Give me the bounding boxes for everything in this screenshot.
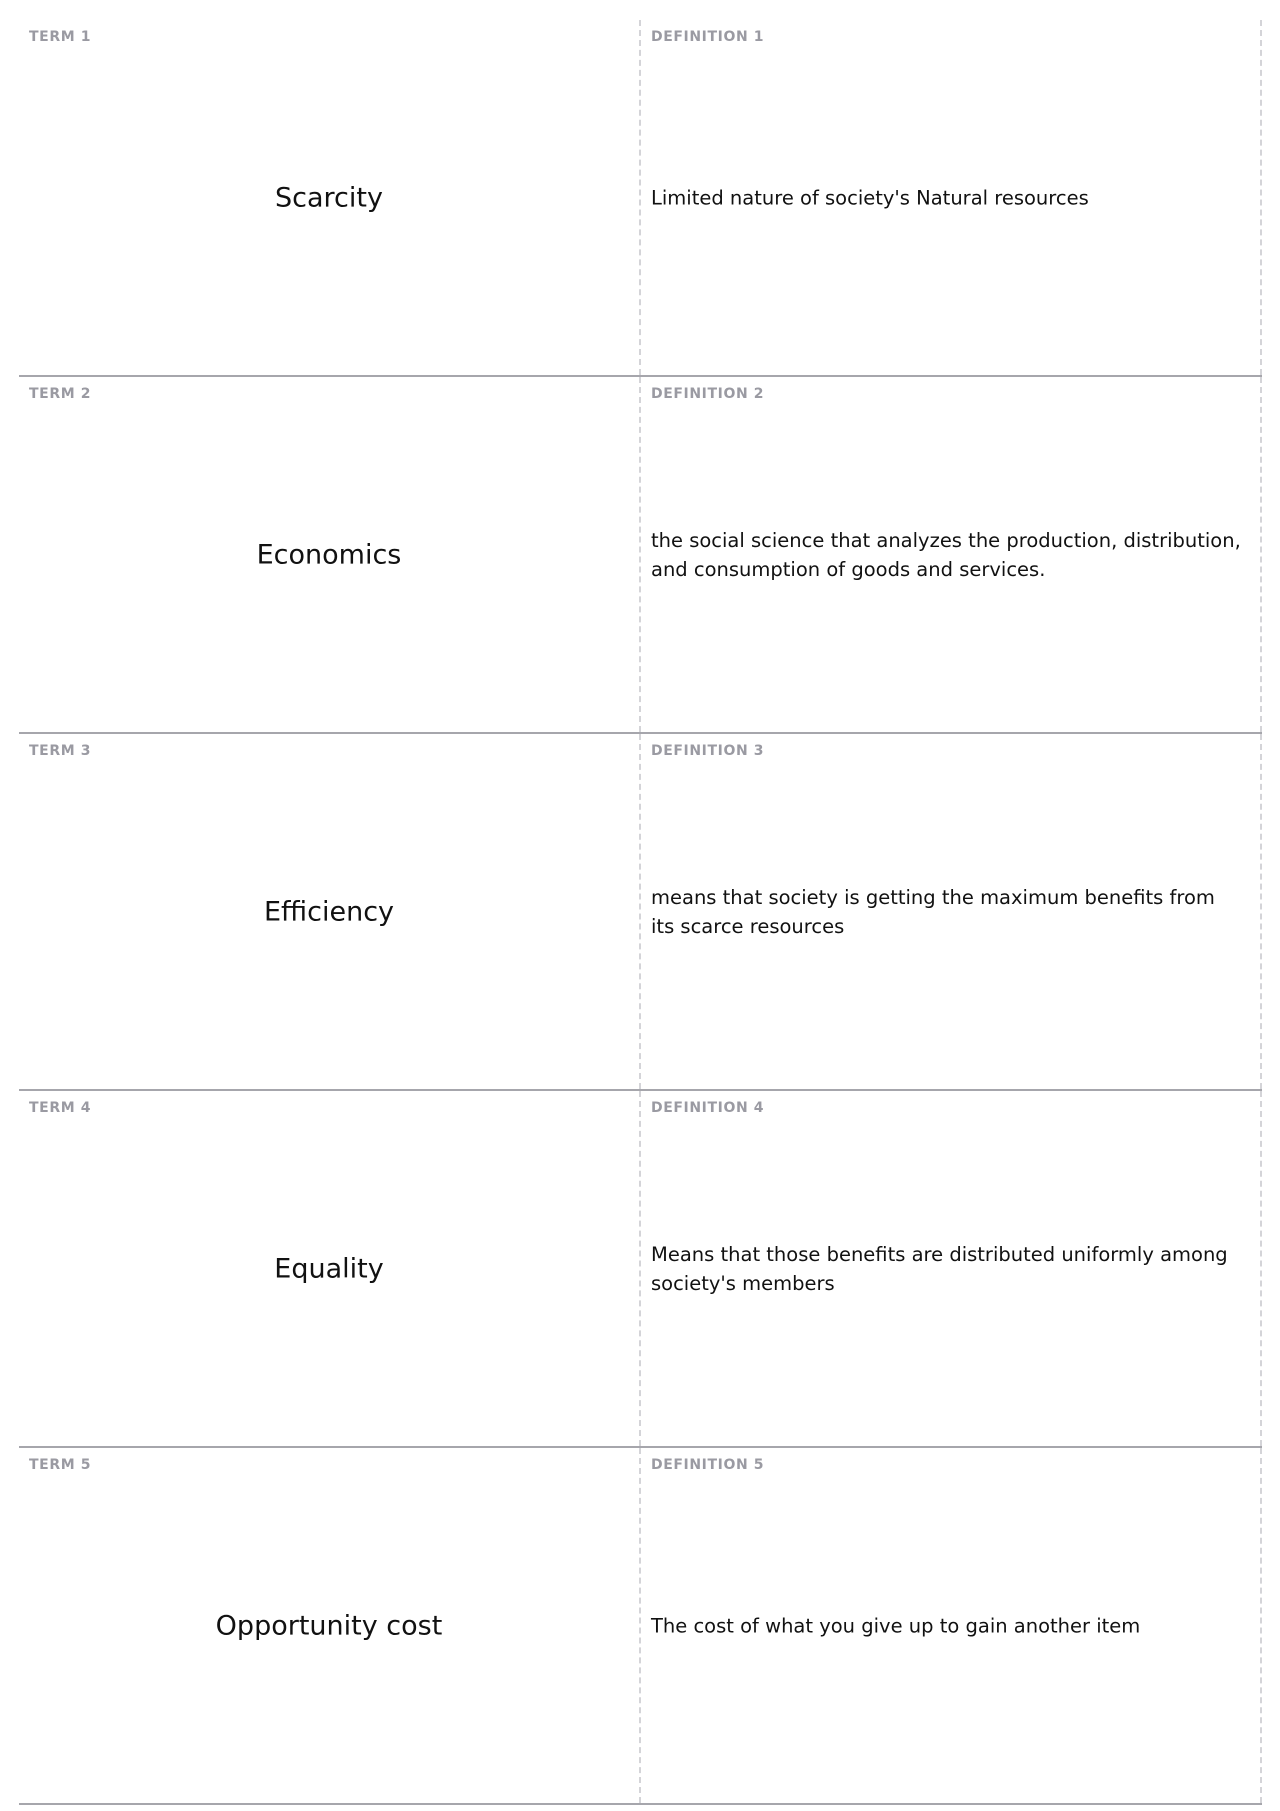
definition-cell: [641, 1091, 1262, 1446]
definition-cell: [641, 20, 1262, 375]
definition-cell: [641, 734, 1262, 1089]
card-row: [19, 1448, 1262, 1805]
card-row: [19, 377, 1262, 734]
term-label: TERM 4: [29, 1100, 92, 1116]
definition-label: DEFINITION 2: [651, 386, 765, 402]
definition-text: Limited nature of society's Natural resources: [651, 186, 1089, 209]
term-text: Economics: [256, 539, 402, 570]
card-row: [19, 20, 1262, 377]
card-row: [19, 1091, 1262, 1448]
term-cell: [19, 1448, 641, 1803]
definition-text: Means that those benefits are distributed uniformly among society's members: [651, 1242, 1228, 1295]
definition-text: means that society is getting the maximum benefits from its scarce resources: [651, 885, 1215, 938]
card-row: [19, 734, 1262, 1091]
definition-text: the social science that analyzes the production, distribution, and consumption of goods and services.: [651, 528, 1241, 581]
term-cell: [19, 1091, 641, 1446]
term-label: TERM 5: [29, 1457, 92, 1473]
term-text: Efficiency: [263, 896, 395, 927]
definition-cell: [641, 1448, 1262, 1803]
flashcard-sheet: [19, 20, 1262, 1805]
definition-cell: [641, 377, 1262, 732]
term-text: Opportunity cost: [215, 1610, 443, 1641]
term-text: Scarcity: [275, 182, 383, 213]
term-text: Equality: [274, 1253, 384, 1284]
definition-label: DEFINITION 1: [651, 29, 765, 45]
term-cell: [19, 377, 641, 732]
term-label: TERM 2: [29, 386, 92, 402]
term-cell: [19, 20, 641, 375]
term-label: TERM 1: [29, 29, 92, 45]
term-label: TERM 3: [29, 743, 92, 759]
term-cell: [19, 734, 641, 1089]
definition-label: DEFINITION 4: [651, 1100, 765, 1116]
definition-label: DEFINITION 3: [651, 743, 765, 759]
definition-text: The cost of what you give up to gain another item: [651, 1614, 1141, 1637]
definition-label: DEFINITION 5: [651, 1457, 765, 1473]
